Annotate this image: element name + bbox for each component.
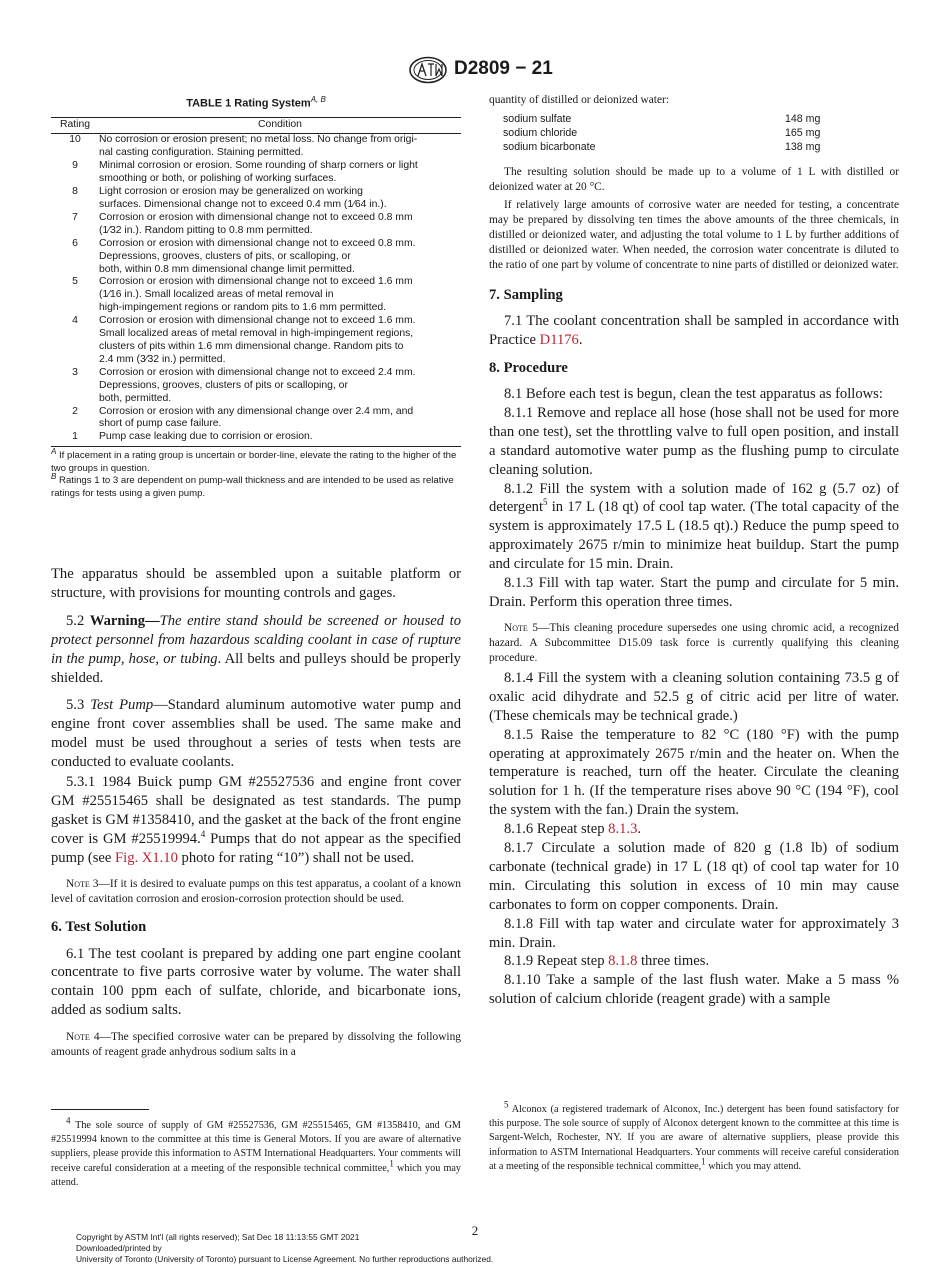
paragraph-platform: The apparatus should be assembled upon a suitable platform or structure, with provisions for mounting controls and gages. [51,566,461,601]
chemical-amount: 165 mg [785,126,821,139]
right-footnote [489,1099,899,1174]
paragraph-8-1-1: 8.1.1 Remove and replace all hose (hose shall not be used for more than one test), set the throttling valve to full open position, and install a standard automotive water pump as the flushing pump to circulate cleaning solution. [489,404,899,478]
condition-cell [99,406,461,432]
condition-line: Depressions, grooves, clusters of pits, or scalloping, or [99,250,351,262]
condition-cell [99,134,461,160]
paragraph-8-1-6: 8.1.6 Repeat step 8.1.3. [504,821,642,838]
step-8-1-3-link[interactable]: 8.1.3 [608,821,638,838]
table-row [51,367,461,406]
table-row [51,276,461,315]
condition-line: high-impingement regions or random pits to 1.6 mm permitted. [99,302,387,314]
paragraph-8-1-3: 8.1.3 Fill with tap water. Start the pump and circulate for 5 min. Drain. Perform this operation three times. [489,575,899,610]
step-8-1-8-link[interactable]: 8.1.8 [608,953,638,970]
condition-line: Corrosion or erosion with dimensional change not to exceed 1.6 mm [99,276,413,288]
table-footnote-a: $^A$ If placement in a rating group is uncertain or border-line, elevate the rating to the higher of the two groups in question. [51,447,457,474]
left-column [51,565,461,1060]
footnote-4: $^4$ The sole source of supply of GM #25527536, GM #25515465, GM #1358410, and GM #25519994 known to the committee at this time is General Motors. If you are aware of alternative suppliers, please provide this information to ASTM International Headquarters. Your comments will receive careful consideration at a meeting of the responsible technical committee,$^1$ which you may attend. [51,1115,461,1188]
note-3: Note 3—If it is desired to evaluate pumps on this test apparatus, a coolant of a known level of cavitation corrosion and erosion-corrosion protection should be used. [51,877,462,905]
rating-cell: 10 [69,134,81,146]
chemical-amount: 138 mg [785,140,821,153]
paragraph-8-1-4: 8.1.4 Fill the system with a cleaning solution containing 73.5 g of oxalic acid dihydrate and 52.5 g of citric acid per litre of water. (These chemicals may be technical grade.) [489,669,899,724]
rating-cell: 9 [72,160,78,172]
condition-line: No corrosion or erosion present; no metal loss. No change from origi- [99,134,418,146]
section-6-heading: 6. Test Solution [51,918,147,935]
table-footnote-b: $^B$ Ratings 1 to 3 are dependent on pump-wall thickness and are intended to be used as relative ratings for tests using a given pump. [51,472,454,499]
condition-line: Depressions, grooves, clusters of pits or scalloping, or [99,379,348,391]
chemical-row [503,127,899,141]
paragraph-8-1-9: 8.1.9 Repeat step 8.1.8 three times. [504,953,710,970]
condition-cell [99,315,461,367]
paragraph-5-2: 5.2 Warning—The entire stand should be screened or housed to protect personnel from hazardous scalding coolant in case of rupture in the pump, hose, or tubing. All belts and pulleys should be properly shielded. [51,612,461,686]
paragraph-8-1-5: 8.1.5 Raise the temperature to 82 °C (180 °F) with the pump operating at approximately 2675 r/min and the heater on. When the temperature is reached, turn off the heater. Circulate the cleaning solution for 1 h. (If the temperature rises above 90 °C (194 °F), cool the system with the fan.) Drain the system. [489,726,899,819]
right-column [489,93,899,1009]
condition-line: both, permitted. [99,392,172,404]
rating-cell: 3 [72,366,78,378]
footnote-5: $^5$ Alconox (a registered trademark of Alconox, Inc.) detergent has been found satisfactory for this purpose. The sole source of supply of Alconox detergent known to the committee at this time is Sargent-Welch, Rochester, NY. If you are aware of alternative suppliers, please provide this information to ASTM International Headquarters. Your comments will receive careful consideration at a meeting of the responsible technical committee,$^1$ which you may attend. [489,1099,899,1172]
table-row [51,238,461,277]
condition-cell [99,276,461,315]
paragraph-8-1-8: 8.1.8 Fill with tap water and circulate water for approximately 3 min. Drain. [489,915,899,951]
condition-cell [99,367,461,406]
condition-line: Corrosion or erosion with dimensional change not to exceed 2.4 mm. [99,366,416,378]
column-header-rating: Rating [51,117,99,134]
paragraph-5-3: 5.3 Test Pump—Standard aluminum automotive water pump and engine front cover assemblies shall be used. The same make and model must be used throughout a series of tests when tests are conducted to evaluate coolants. [51,697,461,771]
condition-line: short of pump case failure. [99,418,222,430]
chemical-amount: 148 mg [785,113,821,125]
rating-cell: 6 [72,237,78,249]
condition-line: smoothing or both, or polishing of working surfaces. [99,173,337,185]
chemical-list [503,113,899,154]
left-footnote [51,1109,461,1190]
chemical-row [503,113,899,127]
paragraph-7-1: 7.1 The coolant concentration shall be sampled in accordance with Practice D1176. [489,313,899,349]
condition-cell [99,431,461,446]
condition-line: both, within 0.8 mm dimensional change limit permitted. [99,263,355,275]
copyright-footer [76,1232,493,1264]
condition-line: nal casting configuration. Staining permitted. [99,147,304,159]
condition-cell [99,186,461,212]
chemical-row [503,141,899,155]
note-4: Note 4—The specified corrosive water can be prepared by dissolving the following amounts of reagent grade anhydrous sodium salts in a [51,1031,461,1059]
table-title: TABLE 1 Rating System$^{A, B}$ [186,95,326,110]
condition-cell [99,160,461,186]
condition-cell [99,238,461,277]
paragraph-6-1: 6.1 The test coolant is prepared by adding one part engine coolant concentrate to five parts corrosive water by volume. The water shall contain 100 ppm each of sulfate, chloride, and bicarbonate ions, added as sodium salts. [51,945,461,1019]
page-header [0,56,950,86]
condition-line: surfaces. Dimensional change not to exceed 0.4 mm (1⁄64 in.). [99,199,387,210]
table-row [51,212,461,238]
paragraph-large-amounts: If relatively large amounts of corrosive water are needed for testing, a concentrate may be prepared by dissolving ten times the above amounts of the three chemicals, in distilled or deionized water, and adjusting the total volume to 1 L by further additions of distilled or deionized water. When needed, the corrosion water concentrate is diluted to the ratio of one part by volume of concentrate to nine parts of distilled or deionized water. [489,199,899,272]
paragraph-8-1-7: 8.1.7 Circulate a solution made of 820 g (1.8 lb) of sodium carbonate (technical grade) in 17 L (18 qt) of cool tap water for 10 min. Circulating this solution in excess of 10 min may cause carbonates to form on copper components. Drain. [489,840,899,913]
paragraph-8-1-10: 8.1.10 Take a sample of the last flush water. Make a 5 mass % solution of calcium chloride (reagent grade) with a sample [489,972,899,1008]
chemical-name: sodium sulfate [503,113,572,125]
rating-cell: 7 [72,211,78,223]
condition-line: Corrosion or erosion with dimensional change not to exceed 1.6 mm. [99,315,416,327]
table-row [51,315,461,367]
paragraph-resulting: The resulting solution should be made up to a volume of 1 L with distilled or deionized water at 20 °C. [489,166,899,194]
rating-cell: 1 [51,431,99,446]
condition-cell [99,212,461,238]
paragraph-8-1: 8.1 Before each test is begun, clean the test apparatus as follows: [504,386,883,403]
condition-line: clusters of pits within 1.6 mm dimensional change. Random pits to [99,340,404,352]
condition-line: (1⁄32 in.). Random pitting to 0.8 mm permitted. [99,224,313,236]
download-line: Downloaded/printed by [76,1242,162,1253]
table-row [51,134,461,160]
rating-table [51,117,461,448]
section-7-heading: 7. Sampling [489,287,563,304]
rating-cell: 2 [72,405,78,417]
chemical-name: sodium bicarbonate [503,140,596,153]
license-line: University of Toronto (University of Toronto) pursuant to License Agreement. No further reproductions authorized. [76,1253,494,1264]
chemical-name: sodium chloride [503,126,578,139]
condition-line: Corrosion or erosion with any dimensional change over 2.4 mm, and [99,405,414,417]
footnote-rule [51,1109,149,1110]
condition-line: 2.4 mm (3⁄32 in.) permitted. [99,353,226,365]
table-row [51,431,461,446]
table-row [51,186,461,212]
paragraph-quantity: quantity of distilled or deionized water: [489,94,669,106]
table-row [51,160,461,186]
note-5: Note 5—This cleaning procedure supersedes one using chromic acid, a recognized hazard. A Subcommittee D15.09 task force is currently qualifying this cleaning procedure. [489,621,899,664]
condition-line: Pump case leaking due to corrision or erosion. [99,431,313,443]
rating-cell: 4 [72,315,78,327]
condition-line: Light corrosion or erosion may be generalized on working [99,186,363,198]
table-footnotes [51,447,461,500]
condition-line: Minimal corrosion or erosion. Some rounding of sharp corners or light [99,160,418,172]
copyright-line: Copyright by ASTM Int'l (all rights reserved); Sat Dec 18 11:13:55 GMT 2021 [76,1232,360,1242]
table-row [51,406,461,432]
fig-x1-10-link[interactable]: Fig. X1.10 [115,849,178,866]
rating-table-block [51,94,461,501]
condition-line: Small localized areas of metal removal in high-impingement regions, [99,328,414,340]
section-8-heading: 8. Procedure [489,360,568,377]
designation: D2809 − 21 [454,58,553,79]
paragraph-8-1-2: 8.1.2 Fill the system with a solution made of 162 g (5.7 oz) of detergent$^5$ in 17 L (18 qt) of cool tap water. (The total capacity of the system is approximately 17.5 L (18.5 qt).) Reduce the pump speed to approximately 2675 r/min to minimize heat buildup. Start the pump and circulate for 15 min. Drain. [489,480,899,573]
astm-logo-icon [408,56,448,84]
paragraph-5-3-1: 5.3.1 1984 Buick pump GM #25527536 and engine front cover GM #25515465 shall be designated as test standards. The pump gasket is GM #1358410, and the gasket at the back of the front engine cover is GM #25519994.$^4$ Pumps that do not appear as the specified pump (see Fig. X1.10 photo for rating “10”) shall not be used. [51,774,461,866]
condition-line: (1⁄16 in.). Small localized areas of metal removal in [99,289,334,301]
condition-line: Corrosion or erosion with dimensional change not to exceed 0.8 mm. [99,237,416,249]
column-header-condition: Condition [99,117,461,134]
condition-line: Corrosion or erosion with dimensional change not to exceed 0.8 mm [99,211,413,223]
page-number: 2 [471,1223,479,1238]
rating-cell: 8 [72,186,78,198]
rating-cell: 5 [72,276,78,288]
d1176-link[interactable]: D1176 [539,332,579,349]
